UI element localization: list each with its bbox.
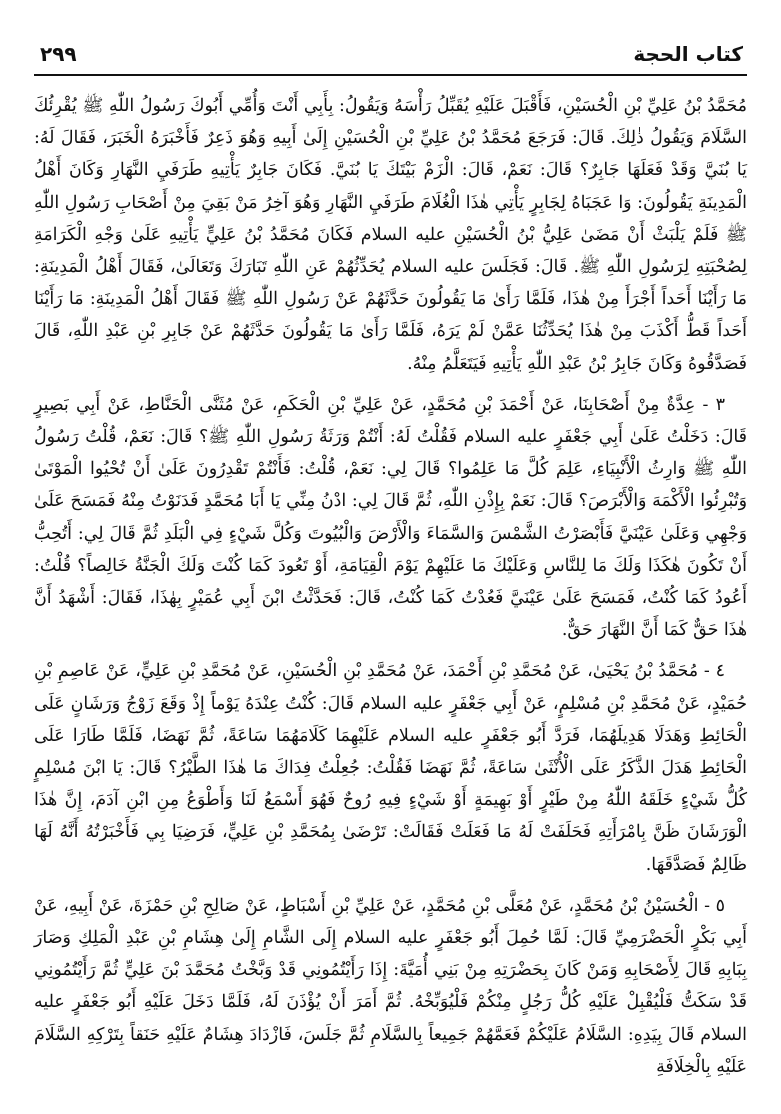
page-number: ٢٩٩ — [40, 42, 77, 66]
page-header — [34, 40, 747, 76]
book-title: كتاب الحجة — [633, 42, 743, 66]
hadith-5-paragraph: ٥ - الْحُسَيْنُ بْنُ مُحَمَّدٍ، عَنْ مُعَلَّى بْنِ مُحَمَّدٍ، عَنْ عَلِيِّ بْنِ أَسْبَاطٍ، عَنْ صَالِحِ بْنِ حَمْزَةَ، عَنْ أَبِيهِ، عَنْ أَبِي بَكْرٍ الْحَضْرَمِيِّ قَالَ: لَمَّا حُمِلَ أَبُو جَعْفَرٍ عليه السلام إِلَى الشَّامِ إِلَىٰ هِشَامِ بْنِ عَبْدِ الْمَلِكِ وَصَارَ بِبَابِهِ قَالَ لِأَصْحَابِهِ وَمَنْ كَانَ بِحَضْرَتِهِ مِنْ بَنِي أُمَيَّةَ: إِذَا رَأَيْتُمُونِي قَدْ وَبَّخْتُ مُحَمَّدَ بْنَ عَلِيٍّ ثُمَّ رَأَيْتُمُونِي قَدْ سَكَتُّ فَلْيُقْبِلْ عَلَيْهِ كُلُّ رَجُلٍ مِنْكُمْ فَلْيُوَبِّخْهُ. ثُمَّ أَمَرَ أَنْ يُؤْذَنَ لَهُ، فَلَمَّا دَخَلَ عَلَيْهِ أَبُو جَعْفَرٍ عليه السلام قَالَ بِيَدِهِ: السَّلَامُ عَلَيْكُمْ فَعَمَّهُمْ جَمِيعاً بِالسَّلَامِ ثُمَّ جَلَسَ، فَازْدَادَ هِشَامٌ عَلَيْهِ حَنَقاً بِتَرْكِهِ السَّلَامَ عَلَيْهِ بِالْخِلَافَةِ — [34, 895, 747, 1077]
hadith-4-paragraph: ٤ - مُحَمَّدُ بْنُ يَحْيَىٰ، عَنْ مُحَمَّدِ بْنِ أَحْمَدَ، عَنْ مُحَمَّدِ بْنِ الْحُسَيْنِ، عَنْ مُحَمَّدِ بْنِ عَلِيٍّ، عَنْ عَاصِمِ بْنِ حُمَيْدٍ، عَنْ مُحَمَّدِ بْنِ مُسْلِمٍ، عَنْ أَبِي جَعْفَرٍ عليه السلام قَالَ: كُنْتُ عِنْدَهُ يَوْماً إِذْ وَقَعَ زَوْجُ وَرَشَانٍ عَلَى الْحَائِطِ وَهَدَلَا هَدِيلَهُمَا، فَرَدَّ أَبُو جَعْفَرٍ عليه السلام عَلَيْهِمَا كَلَامَهُمَا سَاعَةً، ثُمَّ نَهَضَا، فَلَمَّا طَارَا عَلَى الْحَائِطِ هَدَلَ الذَّكَرُ عَلَى الْأُنْثَىٰ سَاعَةً، ثُمَّ نَهَضَا فَقُلْتُ: جُعِلْتُ فِدَاكَ مَا هٰذَا الطَّيْرُ؟ قَالَ: يَا ابْنَ مُسْلِمٍ كُلُّ شَيْءٍ خَلَقَهُ اللّٰهُ مِنْ طَيْرٍ أَوْ بَهِيمَةٍ أَوْ شَيْءٍ فِيهِ رُوحٌ فَهُوَ أَسْمَعُ لَنَا وَأَطْوَعُ مِنِ ابْنِ آدَمَ، إِنَّ هٰذَا الْوَرَشَانَ ظَنَّ بِامْرَأَتِهِ فَحَلَفَتْ لَهُ مَا فَعَلَتْ فَقَالَتْ: تَرْضَىٰ بِمُحَمَّدِ بْنِ عَلِيٍّ، فَرَضِيَا بِي فَأَخْبَرْتُهُ أَنَّهُ لَهَا ظَالِمٌ فَصَدَّقَهَا. — [34, 661, 747, 875]
paragraph-continuation: مُحَمَّدُ بْنُ عَلِيِّ بْنِ الْحُسَيْنِ، فَأَقْبَلَ عَلَيْهِ يُقَبِّلُ رَأْسَهُ وَيَقُولُ: بِأَبِي أَنْتَ وَأُمِّي أَبُوكَ رَسُولُ اللّٰهِ ﷺ يُقْرِئُكَ السَّلَامَ وَيَقُولُ ذٰلِكَ. قَالَ: فَرَجَعَ مُحَمَّدُ بْنُ عَلِيِّ بْنِ الْحُسَيْنِ إِلَىٰ أَبِيهِ وَهُوَ ذَعِرٌ فَأَخْبَرَهُ الْخَبَرَ، فَقَالَ لَهُ: يَا بُنَيَّ وَقَدْ فَعَلَهَا جَابِرٌ؟ قَالَ: نَعَمْ، قَالَ: الْزَمْ بَيْتَكَ يَا بُنَيَّ. فَكَانَ جَابِرٌ يَأْتِيهِ طَرَفَيِ النَّهَارِ وَكَانَ أَهْلُ الْمَدِينَةِ يَقُولُونَ: وَا عَجَبَاهُ لِجَابِرٍ يَأْتِي هٰذَا الْغُلَامَ طَرَفَيِ النَّهَارِ وَهُوَ آخِرُ مَنْ بَقِيَ مِنْ أَصْحَابِ رَسُولِ اللّٰهِ ﷺ فَلَمْ يَلْبَثْ أَنْ مَضَىٰ عَلِيُّ بْنُ الْحُسَيْنِ عليه السلام فَكَانَ مُحَمَّدُ بْنُ عَلِيٍّ يَأْتِيهِ عَلَىٰ وَجْهِ الْكَرَامَةِ لِصُحْبَتِهِ لِرَسُولِ اللّٰهِ ﷺ. قَالَ: فَجَلَسَ عليه السلام يُحَدِّثُهُمْ عَنِ اللّٰهِ تَبَارَكَ وَتَعَالَىٰ، فَقَالَ أَهْلُ الْمَدِينَةِ: مَا رَأَيْنَا أَحَداً أَجْرَأَ مِنْ هٰذَا، فَلَمَّا رَأَىٰ مَا يَقُولُونَ حَدَّثَهُمْ عَنْ رَسُولِ اللّٰهِ ﷺ فَقَالَ أَهْلُ الْمَدِينَةِ: مَا رَأَيْنَا أَحَداً قَطُّ أَكْذَبَ مِنْ هٰذَا يُحَدِّثُنَا عَمَّنْ لَمْ يَرَهُ، فَلَمَّا رَأَىٰ مَا يَقُولُونَ حَدَّثَهُمْ عَنْ جَابِرِ بْنِ عَبْدِ اللّٰهِ، قَالَ فَصَدَّقُوهُ وَكَانَ جَابِرُ بْنُ عَبْدِ اللّٰهِ يَأْتِيهِ فَيَتَعَلَّمُ مِنْهُ. — [34, 96, 747, 374]
body-text — [34, 90, 747, 1083]
hadith-3-paragraph: ٣ - عِدَّةٌ مِنْ أَصْحَابِنَا، عَنْ أَحْمَدَ بْنِ مُحَمَّدٍ، عَنْ عَلِيِّ بْنِ الْحَكَمِ، عَنْ مُثَنَّى الْحَنَّاطِ، عَنْ أَبِي بَصِيرٍ قَالَ: دَخَلْتُ عَلَىٰ أَبِي جَعْفَرٍ عليه السلام فَقُلْتُ لَهُ: أَنْتُمْ وَرَثَةُ رَسُولِ اللّٰهِ ﷺ؟ قَالَ: نَعَمْ، قُلْتُ رَسُولُ اللّٰهِ ﷺ وَارِثُ الْأَنْبِيَاءِ، عَلِمَ كُلَّ مَا عَلِمُوا؟ قَالَ لِي: نَعَمْ، قُلْتُ: فَأَنْتُمْ تَقْدِرُونَ عَلَىٰ أَنْ تُحْيُوا الْمَوْتَىٰ وَتُبْرِئُوا الْأَكْمَهَ وَالْأَبْرَصَ؟ قَالَ: نَعَمْ بِإِذْنِ اللّٰهِ، ثُمَّ قَالَ لِي: ادْنُ مِنِّي يَا أَبَا مُحَمَّدٍ فَدَنَوْتُ مِنْهُ فَمَسَحَ عَلَىٰ وَجْهِي وَعَلَىٰ عَيْنَيَّ فَأَبْصَرْتُ الشَّمْسَ وَالسَّمَاءَ وَالْأَرْضَ وَالْبُيُوتَ وَكُلَّ شَيْءٍ فِي الْبَلَدِ ثُمَّ قَالَ لِي: أَتُحِبُّ أَنْ تَكُونَ هٰكَذَا وَلَكَ مَا لِلنَّاسِ وَعَلَيْكَ مَا عَلَيْهِمْ يَوْمَ الْقِيَامَةِ، أَوْ تَعُودَ كَمَا كُنْتَ وَلَكَ الْجَنَّةُ خَالِصاً؟ قُلْتُ: أَعُودُ كَمَا كُنْتُ، فَمَسَحَ عَلَىٰ عَيْنَيَّ فَعُدْتُ كَمَا كُنْتُ، قَالَ: فَحَدَّثْتُ ابْنَ أَبِي عُمَيْرٍ بِهٰذَا، فَقَالَ: أَشْهَدُ أَنَّ هٰذَا حَقٌّ كَمَا أَنَّ النَّهَارَ حَقٌّ. — [34, 394, 747, 641]
